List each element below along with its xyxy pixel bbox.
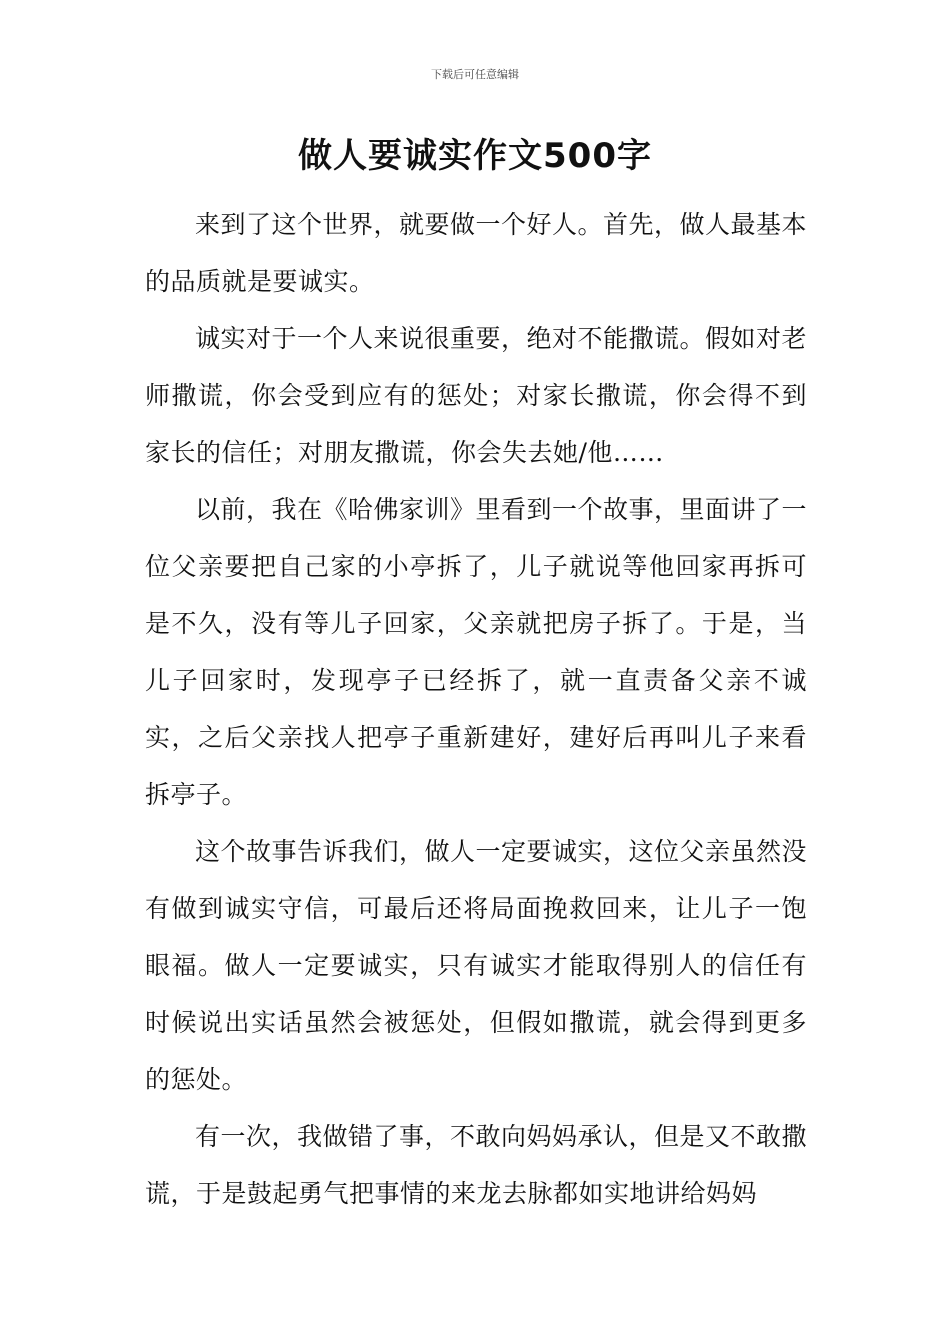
- document-title: 做人要诚实作文500字: [298, 136, 652, 176]
- paragraph: 这个故事告诉我们，做人一定要诚实，这位父亲虽然没有做到诚实守信，可最后还将局面挽救回来，让儿子一饱眼福。做人一定要诚实，只有诚实才能取得别人的信任有时候说出实话虽然会被惩处，但假如撒谎，就会得到更多的惩处。: [145, 837, 808, 1094]
- essay-body: [145, 196, 807, 1222]
- header-note: 下载后可任意编辑: [431, 68, 519, 81]
- paragraph: 以前，我在《哈佛家训》里看到一个故事，里面讲了一位父亲要把自己家的小亭拆了，儿子就说等他回家再拆可是不久，没有等儿子回家，父亲就把房子拆了。于是，当儿子回家时，发现亭子已经拆了，就一直责备父亲不诚实，之后父亲找人把亭子重新建好，建好后再叫儿子来看拆亭子。: [145, 495, 808, 809]
- paragraph: 诚实对于一个人来说很重要，绝对不能撒谎。假如对老师撒谎，你会受到应有的惩处；对家长撒谎，你会得不到家长的信任；对朋友撒谎，你会失去她/他……: [145, 324, 808, 467]
- paragraph: 来到了这个世界，就要做一个好人。首先，做人最基本的品质就是要诚实。: [145, 210, 808, 296]
- paragraph: 有一次，我做错了事，不敢向妈妈承认，但是又不敢撒谎，于是鼓起勇气把事情的来龙去脉都如实地讲给妈妈: [145, 1122, 808, 1208]
